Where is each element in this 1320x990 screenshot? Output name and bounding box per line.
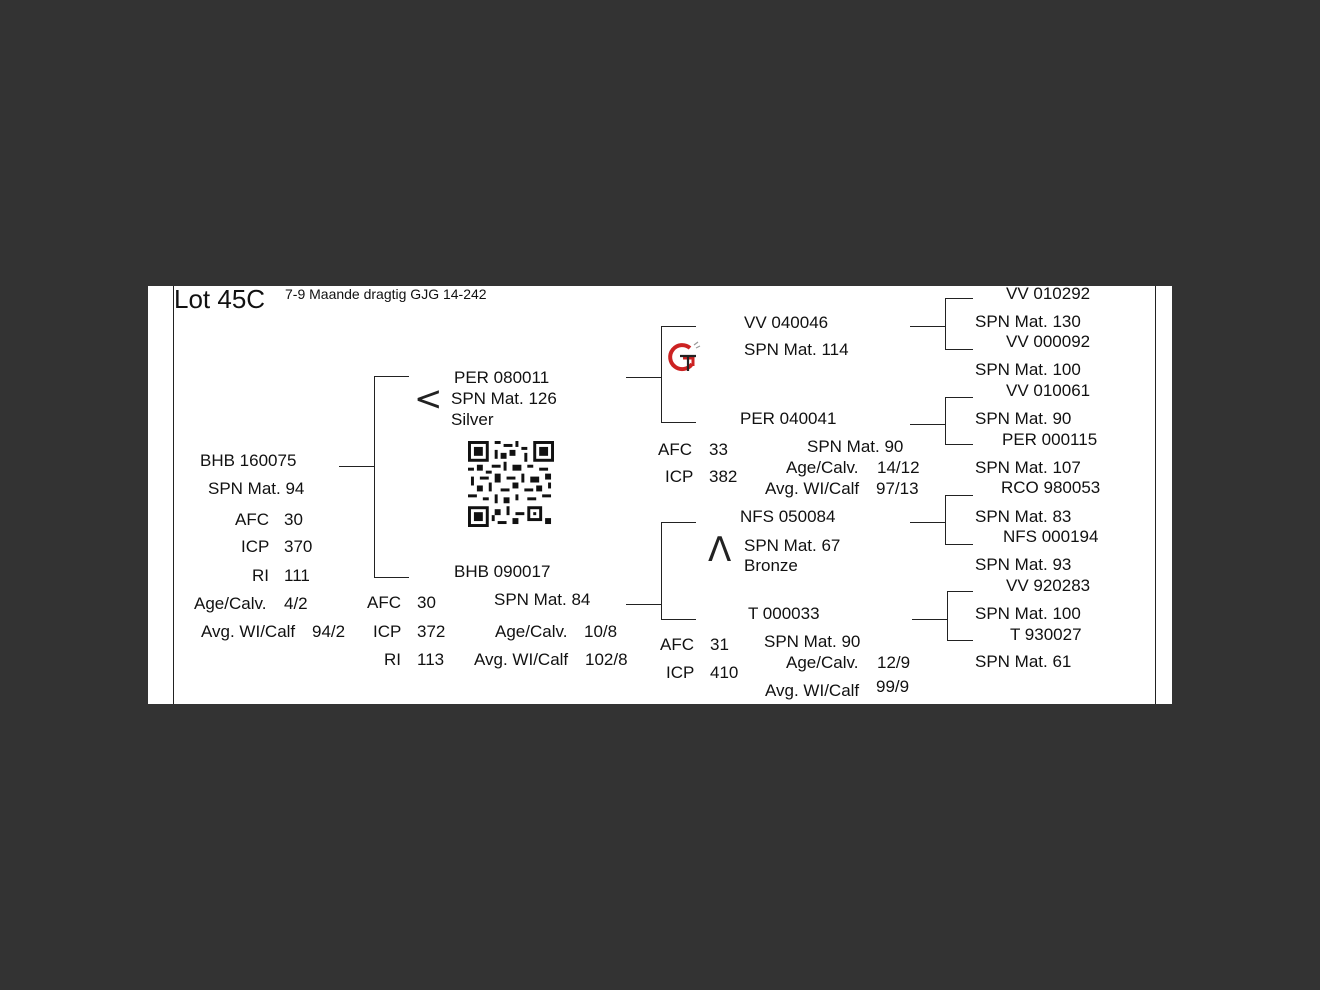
breeder-logo-icon [666, 340, 702, 376]
qr-code-icon [467, 441, 555, 527]
animal-icp-value: 370 [284, 537, 313, 556]
animal-avgwi-label: Avg. WI/Calf [201, 622, 296, 641]
dam-dam-afc-label: AFC [660, 635, 694, 654]
gg-bracket-3 [945, 495, 946, 545]
ggp-1-spn: SPN Mat. 130 [975, 312, 1081, 331]
gg-bracket-2-top [945, 397, 973, 398]
ggp-2-id: VV 000092 [1006, 332, 1091, 351]
dam-sire-spn: SPN Mat. 67 [744, 536, 841, 555]
gg-bracket-1-connector [910, 326, 945, 327]
sire-dam-agecalv-value: 14/12 [877, 458, 920, 477]
dam-grandparents-bracket [661, 522, 662, 620]
sire-grandparents-bracket [661, 326, 662, 423]
lot-title: Lot 45C [174, 286, 266, 314]
dam-icp-value: 372 [417, 622, 446, 641]
sire-dam-id: PER 040041 [740, 409, 837, 428]
animal-ri-label: RI [252, 566, 269, 585]
dam-sire-award: Bronze [744, 556, 798, 575]
animal-spn: SPN Mat. 94 [208, 479, 305, 498]
ggp-7-spn: SPN Mat. 100 [975, 604, 1081, 623]
animal-avgwi-value: 94/2 [312, 622, 346, 641]
gg-bracket-2 [945, 397, 946, 445]
dam-dam-spn: SPN Mat. 90 [764, 632, 861, 651]
left-border [173, 286, 174, 704]
dam-agecalv-value: 10/8 [584, 622, 618, 641]
animal-id: BHB 160075 [200, 451, 297, 470]
sire-dam-avgwi-label: Avg. WI/Calf [765, 479, 860, 498]
ggp-1-id: VV 010292 [1006, 286, 1091, 303]
ggp-6-spn: SPN Mat. 93 [975, 555, 1072, 574]
ggp-7-id: VV 920283 [1006, 576, 1091, 595]
dam-avgwi-value: 102/8 [585, 650, 628, 669]
gg-bracket-4-connector [912, 619, 947, 620]
sire-dam-agecalv-label: Age/Calv. [786, 458, 859, 477]
silver-award-icon: < [414, 379, 443, 419]
dam-avgwi-label: Avg. WI/Calf [474, 650, 569, 669]
sire-dam-afc-label: AFC [658, 440, 692, 459]
dam-dam-icp-label: ICP [666, 663, 695, 682]
gg-bracket-2-bottom [945, 444, 973, 445]
bronze-award-icon: Λ [708, 530, 732, 570]
ggp-8-spn: SPN Mat. 61 [975, 652, 1072, 671]
dam-dam-avgwi-value: 99/9 [876, 677, 910, 696]
ggp-5-spn: SPN Mat. 83 [975, 507, 1072, 526]
animal-afc-value: 30 [284, 510, 303, 529]
gg-bracket-2-connector [910, 424, 945, 425]
ggp-6-id: NFS 000194 [1003, 527, 1099, 546]
dam-dam-agecalv-value: 12/9 [877, 653, 911, 672]
gg-bracket-1 [945, 298, 946, 350]
dam-icp-label: ICP [373, 622, 402, 641]
gg-bracket-3-bottom [945, 544, 973, 545]
animal-icp-label: ICP [241, 537, 270, 556]
dam-sire-id: NFS 050084 [740, 507, 836, 526]
sire-dam-afc-value: 33 [709, 440, 728, 459]
gg-bracket-3-top [945, 495, 973, 496]
ggp-4-id: PER 000115 [1002, 430, 1098, 449]
sire-branch [374, 376, 409, 377]
ggp-4-spn: SPN Mat. 107 [975, 458, 1081, 477]
gg-bracket-4-bottom [947, 640, 973, 641]
ggp-2-spn: SPN Mat. 100 [975, 360, 1081, 379]
dam-spn: SPN Mat. 84 [494, 590, 591, 609]
dam-afc-value: 30 [417, 593, 436, 612]
dam-dam-branch [661, 619, 696, 620]
gg-bracket-4 [947, 591, 948, 641]
dam-to-grandparents [626, 604, 661, 605]
animal-afc-label: AFC [235, 510, 269, 529]
dam-branch [374, 577, 409, 578]
animal-agecalv-value: 4/2 [284, 594, 308, 613]
sire-dam-avgwi-value: 97/13 [876, 479, 919, 498]
sire-sire-id: VV 040046 [744, 313, 829, 332]
dam-dam-agecalv-label: Age/Calv. [786, 653, 859, 672]
animal-agecalv-label: Age/Calv. [194, 594, 267, 613]
dam-ri-value: 113 [417, 650, 445, 669]
sire-to-grandparents [626, 377, 661, 378]
sire-sire-branch [661, 326, 696, 327]
sire-dam-branch [661, 422, 696, 423]
animal-ri-value: 111 [284, 566, 310, 585]
sire-sire-spn: SPN Mat. 114 [744, 340, 849, 359]
sire-dam-icp-value: 382 [709, 467, 738, 486]
dam-dam-icp-value: 410 [710, 663, 739, 682]
dam-ri-label: RI [384, 650, 401, 669]
ggp-3-spn: SPN Mat. 90 [975, 409, 1072, 428]
ggp-8-id: T 930027 [1010, 625, 1082, 644]
dam-dam-avgwi-label: Avg. WI/Calf [765, 681, 860, 700]
animal-connector [339, 466, 374, 467]
gg-bracket-1-top [945, 298, 973, 299]
pedigree-sheet [148, 286, 1172, 704]
ggp-5-id: RCO 980053 [1001, 478, 1101, 497]
sire-dam-spn: SPN Mat. 90 [807, 437, 904, 456]
parents-bracket [374, 376, 375, 578]
lot-subtitle: 7-9 Maande dragtig GJG 14-242 [285, 286, 487, 302]
dam-id: BHB 090017 [454, 562, 551, 581]
sire-spn: SPN Mat. 126 [451, 389, 557, 408]
gg-bracket-4-top [947, 591, 973, 592]
dam-dam-afc-value: 31 [710, 635, 729, 654]
sire-dam-icp-label: ICP [665, 467, 694, 486]
dam-afc-label: AFC [367, 593, 401, 612]
gg-bracket-1-bottom [945, 349, 973, 350]
dam-dam-id: T 000033 [748, 604, 820, 623]
dam-sire-branch [661, 522, 696, 523]
sire-award: Silver [451, 410, 494, 429]
dam-agecalv-label: Age/Calv. [495, 622, 568, 641]
right-border [1155, 286, 1156, 704]
sire-id: PER 080011 [454, 368, 550, 387]
gg-bracket-3-connector [910, 522, 945, 523]
ggp-3-id: VV 010061 [1006, 381, 1091, 400]
